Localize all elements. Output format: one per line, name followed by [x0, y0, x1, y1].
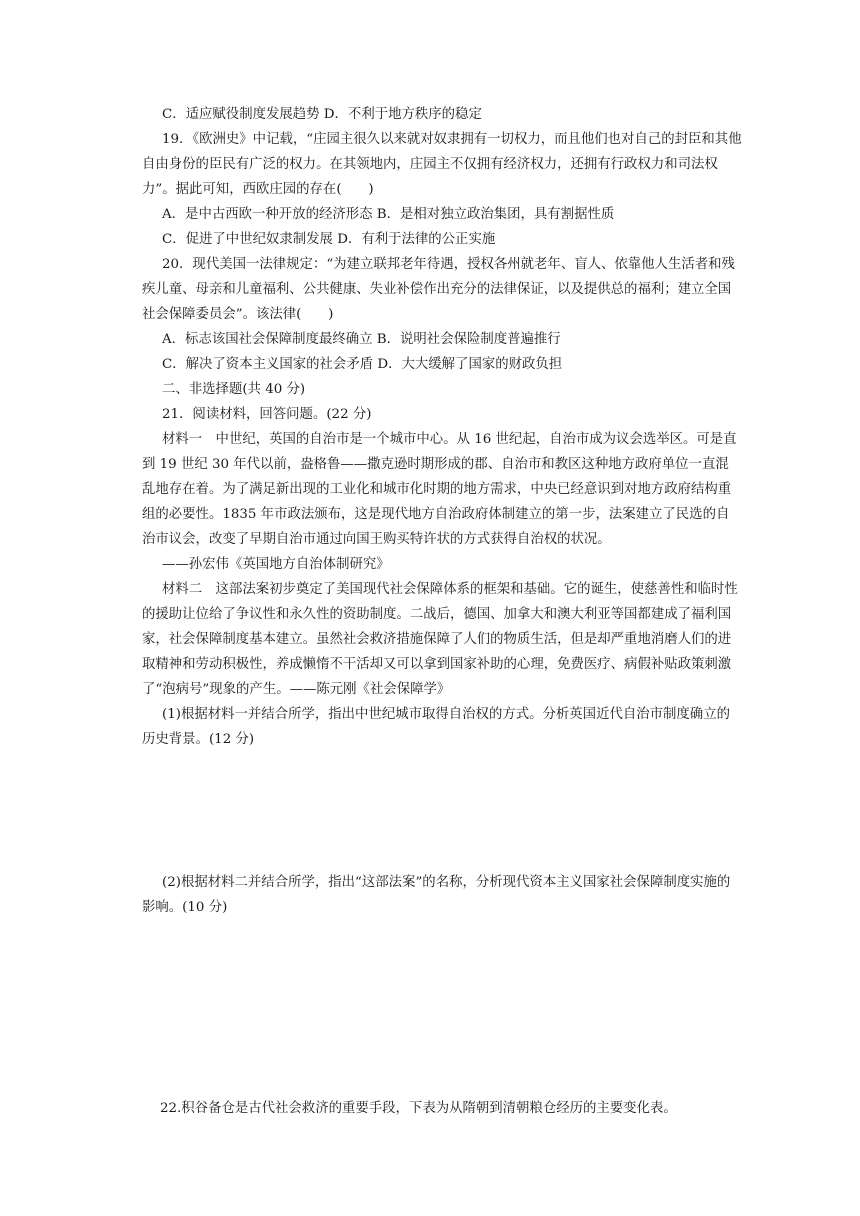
q20-options-cd: C．解决了资本主义国家的社会矛盾 D．大大缓解了国家的财政负担	[162, 357, 563, 372]
q19-options-ab: A．是中古西欧一种开放的经济形态 B．是相对独立政治集团，具有割据性质	[162, 207, 615, 222]
q21-subquestion-1: (1)根据材料一并结合所学，指出中世纪城市取得自治权的方式。分析英国近代自治市制度确立的历史背景。(12 分)	[142, 707, 730, 747]
q21-subquestion-2: (2)根据材料二并结合所学，指出“这部法案”的名称，分析现代资本主义国家社会保障制度实施的影响。(10 分)	[142, 875, 731, 915]
q21-material-1: 材料一 中世纪，英国的自治市是一个城市中心。从 16 世纪起，自治市成为议会选举区。可是直到 19 世纪 30 年代以前，盎格鲁——撒克逊时期形成的郡、自治市和教区这种地方政府单位一直混乱地存在着。为了满足新出现的工业化和城市化时期的地方需求，中央已经意识到对地方政府结构重组的必要性。1835 年市政法颁布，这是现代地方自治政府体制建立的第一步，法案建立了民选的自治市议会，改变了早期自治市通过向国王购买特许状的方式获得自治权的状况。	[142, 432, 737, 547]
q21-subquestion-2-block	[142, 870, 742, 920]
q21-stem: 21．阅读材料，回答问题。(22 分)	[162, 407, 372, 422]
q18-options-cd: C．适应赋役制度发展趋势 D．不利于地方秩序的稳定	[162, 107, 482, 122]
section-heading: 二、非选择题(共 40 分)	[162, 382, 306, 397]
q19-stem: 19．《欧洲史》中记载，“庄园主很久以来就对奴隶拥有一切权力，而且他们也对自己的封臣和其他自由身份的臣民有广泛的权力。在其领地内，庄园主不仅拥有经济权力，还拥有行政权力和司法权力”。据此可知，西欧庄园的存在( )	[142, 132, 742, 197]
question-block-upper	[142, 102, 742, 752]
q19-options-cd: C．促进了中世纪奴隶制发展 D．有利于法律的公正实施	[162, 232, 496, 247]
q20-options-ab: A．标志该国社会保障制度最终确立 B．说明社会保险制度普遍推行	[162, 332, 561, 347]
q21-material-2: 材料二 这部法案初步奠定了美国现代社会保障体系的框架和基础。它的诞生，使慈善性和临时性的援助让位给了争议性和永久性的资助制度。二战后，德国、加拿大和澳大利亚等国都建成了福利国家，社会保障制度基本建立。虽然社会救济措施保障了人们的物质生活，但是却严重地消磨人们的进取精神和劳动积极性，养成懒惰不干活却又可以拿到国家补助的心理，免费医疗、病假补贴政策刺激了“泡病号”现象的产生。——陈元刚《社会保障学》	[142, 582, 738, 697]
q22-stem: 22.积谷备仓是古代社会救济的重要手段，下表为从隋朝到清朝粮仓经历的主要变化表。	[160, 1101, 677, 1116]
q20-stem: 20．现代美国一法律规定：“为建立联邦老年待遇，授权各州就老年、盲人、依靠他人生活者和残疾儿童、母亲和儿童福利、公共健康、失业补偿作出充分的法律保证，以及提供总的福利；建立全国社会保障委员会”。该法律( )	[142, 257, 735, 322]
q22-block	[160, 1096, 750, 1121]
q21-source-1: ——孙宏伟《英国地方自治体制研究》	[162, 557, 390, 572]
